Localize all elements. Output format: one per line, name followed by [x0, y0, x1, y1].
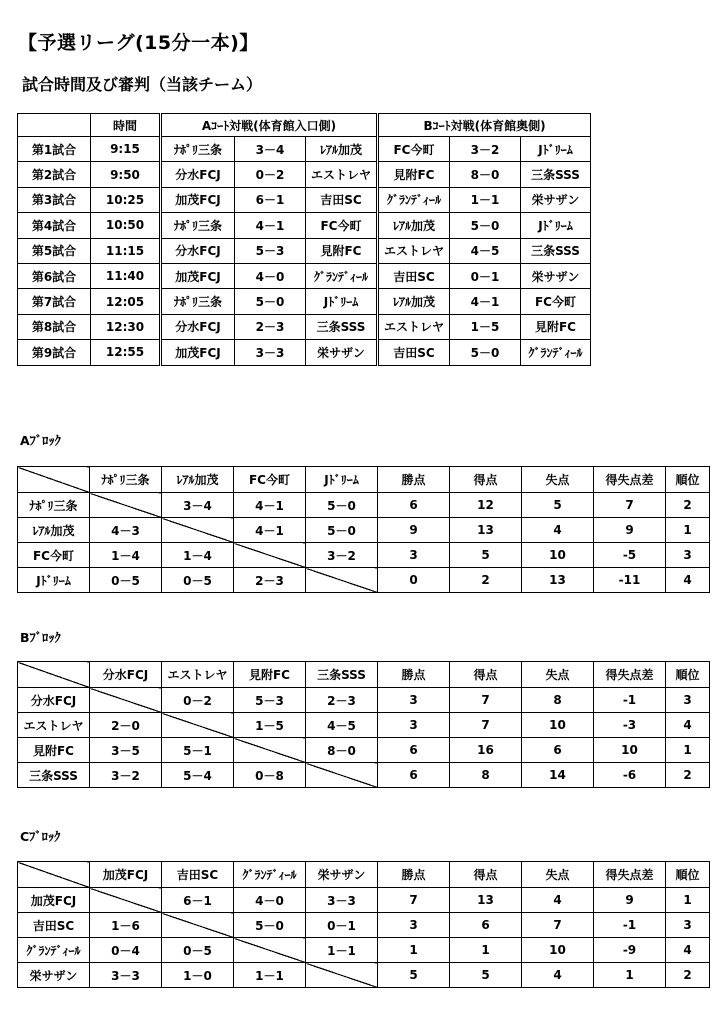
goal-diff-value: -1	[594, 913, 666, 938]
match-number: 第9試合	[18, 340, 91, 365]
court-a-away-team: ﾚｱﾙ加茂	[306, 137, 378, 162]
goals-for-value: 2	[450, 568, 522, 593]
court-a-score: 4－0	[235, 263, 306, 288]
court-a-home-team: ﾅﾎﾟﾘ三条	[161, 289, 235, 314]
match-time: 12:55	[91, 340, 161, 365]
team-name: 分水FCJ	[18, 688, 90, 713]
goal-diff-value: 9	[594, 888, 666, 913]
block-header-row	[18, 662, 710, 688]
court-b-score: 0－1	[450, 263, 521, 288]
goals-for-value: 13	[450, 518, 522, 543]
goals-for-header: 得点	[450, 662, 522, 688]
match-number: 第2試合	[18, 162, 91, 187]
goals-against-header: 失点	[522, 467, 594, 493]
goal-diff-value: -1	[594, 688, 666, 713]
court-a-score: 3－4	[235, 137, 306, 162]
goals-against-value: 13	[522, 568, 594, 593]
court-b-away-team: FC今町	[521, 289, 591, 314]
schedule-row	[18, 263, 591, 288]
diagonal-corner-cell	[18, 862, 90, 888]
court-a-away-team: Jﾄﾞﾘｰﾑ	[306, 289, 378, 314]
match-time: 10:50	[91, 213, 161, 238]
court-b-away-team: 栄サザン	[521, 263, 591, 288]
match-result: 3－5	[90, 738, 162, 763]
schedule-subtitle: 試合時間及び審判（当該チーム）	[22, 75, 263, 94]
opponent-header: 三条SSS	[306, 662, 378, 688]
team-name: 栄サザン	[18, 963, 90, 988]
match-result: 4－1	[234, 518, 306, 543]
self-match-cell	[90, 493, 162, 518]
schedule-header-row	[18, 114, 591, 137]
opponent-header: ﾚｱﾙ加茂	[162, 467, 234, 493]
goals-against-header: 失点	[522, 862, 594, 888]
points-value: 3	[378, 713, 450, 738]
points-value: 6	[378, 763, 450, 788]
court-a-away-team: FC今町	[306, 213, 378, 238]
court-a-home-team: ﾅﾎﾟﾘ三条	[161, 213, 235, 238]
court-a-away-team: エストレヤ	[306, 162, 378, 187]
goals-against-value: 10	[522, 543, 594, 568]
court-a-home-team: 分水FCJ	[161, 162, 235, 187]
goal-diff-header: 得失点差	[594, 862, 666, 888]
match-result: 5－0	[306, 518, 378, 543]
schedule-table	[17, 113, 591, 366]
goals-for-value: 16	[450, 738, 522, 763]
court-b-score: 1－5	[450, 314, 521, 339]
goal-diff-value: -3	[594, 713, 666, 738]
team-name: FC今町	[18, 543, 90, 568]
court-a-away-team: 吉田SC	[306, 187, 378, 212]
goals-against-value: 8	[522, 688, 594, 713]
match-result: 8－0	[306, 738, 378, 763]
court-b-score: 5－0	[450, 213, 521, 238]
goals-against-value: 4	[522, 888, 594, 913]
match-result: 5－3	[234, 688, 306, 713]
match-result: 0－1	[306, 913, 378, 938]
rank-value: 2	[666, 763, 710, 788]
court-b-score: 3－2	[450, 137, 521, 162]
goal-diff-header: 得失点差	[594, 662, 666, 688]
match-result: 2－3	[234, 568, 306, 593]
match-time: 9:50	[91, 162, 161, 187]
block-header-row	[18, 467, 710, 493]
court-a-header: Aｺｰﾄ対戦(体育館入口側)	[161, 114, 378, 137]
court-b-away-team: Jﾄﾞﾘｰﾑ	[521, 137, 591, 162]
court-b-header: Bｺｰﾄ対戦(体育館奥側)	[378, 114, 591, 137]
court-a-score: 4－1	[235, 213, 306, 238]
court-a-away-team: 三条SSS	[306, 314, 378, 339]
match-number: 第8試合	[18, 314, 91, 339]
match-result: 4－1	[234, 493, 306, 518]
match-result: 0－5	[90, 568, 162, 593]
goals-for-value: 6	[450, 913, 522, 938]
match-result: 1－4	[90, 543, 162, 568]
block-header-row	[18, 862, 710, 888]
standings-row	[18, 688, 710, 713]
court-b-score: 4－1	[450, 289, 521, 314]
goals-against-value: 5	[522, 493, 594, 518]
goal-diff-value: 7	[594, 493, 666, 518]
standings-row	[18, 568, 710, 593]
match-result: 0－5	[162, 568, 234, 593]
points-value: 3	[378, 688, 450, 713]
match-result: 0－4	[90, 938, 162, 963]
opponent-header: ﾅﾎﾟﾘ三条	[90, 467, 162, 493]
page-title: 【予選リーグ(15分一本)】	[18, 32, 259, 54]
time-header: 時間	[91, 114, 161, 137]
match-result: 6－1	[162, 888, 234, 913]
self-match-cell	[90, 688, 162, 713]
match-result: 5－0	[306, 493, 378, 518]
court-a-score: 3－3	[235, 340, 306, 365]
goals-for-value: 12	[450, 493, 522, 518]
court-a-home-team: 分水FCJ	[161, 238, 235, 263]
self-match-cell	[306, 763, 378, 788]
opponent-header: 分水FCJ	[90, 662, 162, 688]
court-b-home-team: FC今町	[378, 137, 450, 162]
opponent-header: Jﾄﾞﾘｰﾑ	[306, 467, 378, 493]
block-a-table	[17, 466, 710, 593]
standings-row	[18, 938, 710, 963]
goals-for-header: 得点	[450, 467, 522, 493]
court-b-score: 8－0	[450, 162, 521, 187]
team-name: 吉田SC	[18, 913, 90, 938]
court-a-score: 2－3	[235, 314, 306, 339]
match-number: 第1試合	[18, 137, 91, 162]
court-a-home-team: 加茂FCJ	[161, 263, 235, 288]
court-a-home-team: ﾅﾎﾟﾘ三条	[161, 137, 235, 162]
goals-against-value: 7	[522, 913, 594, 938]
court-b-home-team: ｸﾞﾗﾝﾃﾞｨｰﾙ	[378, 187, 450, 212]
self-match-cell	[234, 738, 306, 763]
points-header: 勝点	[378, 662, 450, 688]
rank-value: 4	[666, 568, 710, 593]
court-a-away-team: 栄サザン	[306, 340, 378, 365]
points-value: 3	[378, 543, 450, 568]
match-result: 5－4	[162, 763, 234, 788]
goals-for-value: 7	[450, 688, 522, 713]
match-result: 5－1	[162, 738, 234, 763]
points-value: 9	[378, 518, 450, 543]
team-name: ﾚｱﾙ加茂	[18, 518, 90, 543]
match-result: 0－2	[162, 688, 234, 713]
standings-row	[18, 518, 710, 543]
match-time: 12:30	[91, 314, 161, 339]
opponent-header: 吉田SC	[162, 862, 234, 888]
court-b-home-team: 吉田SC	[378, 340, 450, 365]
goals-against-value: 4	[522, 518, 594, 543]
team-name: 三条SSS	[18, 763, 90, 788]
match-time: 11:40	[91, 263, 161, 288]
rank-header: 順位	[666, 662, 710, 688]
court-b-home-team: 吉田SC	[378, 263, 450, 288]
goal-diff-value: -6	[594, 763, 666, 788]
match-result: 2－0	[90, 713, 162, 738]
match-result: 3－3	[90, 963, 162, 988]
court-a-home-team: 加茂FCJ	[161, 340, 235, 365]
goals-against-value: 10	[522, 938, 594, 963]
match-result: 1－5	[234, 713, 306, 738]
match-time: 9:15	[91, 137, 161, 162]
goal-diff-value: -11	[594, 568, 666, 593]
standings-row	[18, 713, 710, 738]
team-name: ｸﾞﾗﾝﾃﾞｨｰﾙ	[18, 938, 90, 963]
opponent-header: 見附FC	[234, 662, 306, 688]
standings-row	[18, 738, 710, 763]
goals-against-value: 14	[522, 763, 594, 788]
match-result: 1－0	[162, 963, 234, 988]
self-match-cell	[162, 518, 234, 543]
match-result: 0－5	[162, 938, 234, 963]
court-b-away-team: 栄サザン	[521, 187, 591, 212]
court-b-away-team: 見附FC	[521, 314, 591, 339]
self-match-cell	[90, 888, 162, 913]
match-time: 10:25	[91, 187, 161, 212]
court-b-away-team: 三条SSS	[521, 238, 591, 263]
standings-row	[18, 493, 710, 518]
points-header: 勝点	[378, 862, 450, 888]
points-value: 3	[378, 913, 450, 938]
rank-header: 順位	[666, 862, 710, 888]
match-result: 1－1	[306, 938, 378, 963]
standings-row	[18, 913, 710, 938]
rank-value: 2	[666, 493, 710, 518]
self-match-cell	[234, 543, 306, 568]
block-c-label: Cﾌﾞﾛｯｸ	[20, 829, 61, 844]
block-a-label: Aﾌﾞﾛｯｸ	[20, 433, 61, 448]
opponent-header: FC今町	[234, 467, 306, 493]
match-result: 3－2	[306, 543, 378, 568]
rank-header: 順位	[666, 467, 710, 493]
court-b-home-team: 見附FC	[378, 162, 450, 187]
team-name: Jﾄﾞﾘｰﾑ	[18, 568, 90, 593]
schedule-row	[18, 162, 591, 187]
self-match-cell	[162, 713, 234, 738]
points-value: 5	[378, 963, 450, 988]
standings-row	[18, 763, 710, 788]
team-name: エストレヤ	[18, 713, 90, 738]
court-b-home-team: エストレヤ	[378, 238, 450, 263]
points-value: 1	[378, 938, 450, 963]
match-result: 4－3	[90, 518, 162, 543]
diagonal-corner-cell	[18, 662, 90, 688]
match-number: 第4試合	[18, 213, 91, 238]
schedule-row	[18, 340, 591, 365]
standings-row	[18, 963, 710, 988]
match-result: 1－4	[162, 543, 234, 568]
schedule-row	[18, 314, 591, 339]
match-result: 3－3	[306, 888, 378, 913]
points-value: 0	[378, 568, 450, 593]
points-value: 6	[378, 738, 450, 763]
rank-value: 3	[666, 913, 710, 938]
rank-value: 3	[666, 688, 710, 713]
court-a-away-team: 見附FC	[306, 238, 378, 263]
points-value: 7	[378, 888, 450, 913]
block-c-table	[17, 861, 710, 988]
court-b-away-team: ｸﾞﾗﾝﾃﾞｨｰﾙ	[521, 340, 591, 365]
self-match-cell	[306, 963, 378, 988]
match-result: 1－1	[234, 963, 306, 988]
match-result: 4－5	[306, 713, 378, 738]
self-match-cell	[306, 568, 378, 593]
opponent-header: ｸﾞﾗﾝﾃﾞｨｰﾙ	[234, 862, 306, 888]
diagonal-corner-cell	[18, 467, 90, 493]
schedule-row	[18, 137, 591, 162]
court-b-home-team: エストレヤ	[378, 314, 450, 339]
court-a-score: 6－1	[235, 187, 306, 212]
standings-row	[18, 543, 710, 568]
match-result: 4－0	[234, 888, 306, 913]
goal-diff-value: -9	[594, 938, 666, 963]
match-result: 1－6	[90, 913, 162, 938]
court-b-score: 1－1	[450, 187, 521, 212]
opponent-header: 加茂FCJ	[90, 862, 162, 888]
goals-against-value: 10	[522, 713, 594, 738]
rank-value: 1	[666, 888, 710, 913]
goal-diff-value: 9	[594, 518, 666, 543]
match-number: 第6試合	[18, 263, 91, 288]
goals-for-value: 7	[450, 713, 522, 738]
block-b-label: Bﾌﾞﾛｯｸ	[20, 630, 61, 645]
match-result: 2－3	[306, 688, 378, 713]
goals-for-header: 得点	[450, 862, 522, 888]
goal-diff-header: 得失点差	[594, 467, 666, 493]
court-a-score: 5－0	[235, 289, 306, 314]
court-a-score: 5－3	[235, 238, 306, 263]
block-b-table	[17, 661, 710, 788]
self-match-cell	[234, 938, 306, 963]
points-value: 6	[378, 493, 450, 518]
rank-value: 1	[666, 518, 710, 543]
match-number: 第3試合	[18, 187, 91, 212]
opponent-header: 栄サザン	[306, 862, 378, 888]
court-b-score: 4－5	[450, 238, 521, 263]
team-name: 加茂FCJ	[18, 888, 90, 913]
match-result: 3－4	[162, 493, 234, 518]
goals-for-value: 8	[450, 763, 522, 788]
goals-against-value: 6	[522, 738, 594, 763]
match-time: 11:15	[91, 238, 161, 263]
goals-for-value: 5	[450, 963, 522, 988]
goal-diff-value: 1	[594, 963, 666, 988]
rank-value: 2	[666, 963, 710, 988]
team-name: ﾅﾎﾟﾘ三条	[18, 493, 90, 518]
schedule-row	[18, 289, 591, 314]
match-number: 第7試合	[18, 289, 91, 314]
schedule-body	[18, 114, 591, 366]
rank-value: 4	[666, 938, 710, 963]
schedule-corner-cell	[18, 114, 91, 137]
court-a-home-team: 分水FCJ	[161, 314, 235, 339]
rank-value: 3	[666, 543, 710, 568]
goal-diff-value: 10	[594, 738, 666, 763]
goals-for-value: 1	[450, 938, 522, 963]
court-a-home-team: 加茂FCJ	[161, 187, 235, 212]
court-b-home-team: ﾚｱﾙ加茂	[378, 289, 450, 314]
rank-value: 1	[666, 738, 710, 763]
standings-row	[18, 888, 710, 913]
match-result: 5－0	[234, 913, 306, 938]
schedule-row	[18, 187, 591, 212]
court-a-score: 0－2	[235, 162, 306, 187]
court-b-home-team: ﾚｱﾙ加茂	[378, 213, 450, 238]
match-result: 0－8	[234, 763, 306, 788]
court-b-score: 5－0	[450, 340, 521, 365]
schedule-row	[18, 213, 591, 238]
court-b-away-team: 三条SSS	[521, 162, 591, 187]
opponent-header: エストレヤ	[162, 662, 234, 688]
team-name: 見附FC	[18, 738, 90, 763]
goals-for-value: 5	[450, 543, 522, 568]
goals-against-header: 失点	[522, 662, 594, 688]
points-header: 勝点	[378, 467, 450, 493]
self-match-cell	[162, 913, 234, 938]
match-result: 3－2	[90, 763, 162, 788]
match-number: 第5試合	[18, 238, 91, 263]
court-b-away-team: Jﾄﾞﾘｰﾑ	[521, 213, 591, 238]
rank-value: 4	[666, 713, 710, 738]
goal-diff-value: -5	[594, 543, 666, 568]
schedule-row	[18, 238, 591, 263]
goals-against-value: 4	[522, 963, 594, 988]
court-a-away-team: ｸﾞﾗﾝﾃﾞｨｰﾙ	[306, 263, 378, 288]
goals-for-value: 13	[450, 888, 522, 913]
match-time: 12:05	[91, 289, 161, 314]
